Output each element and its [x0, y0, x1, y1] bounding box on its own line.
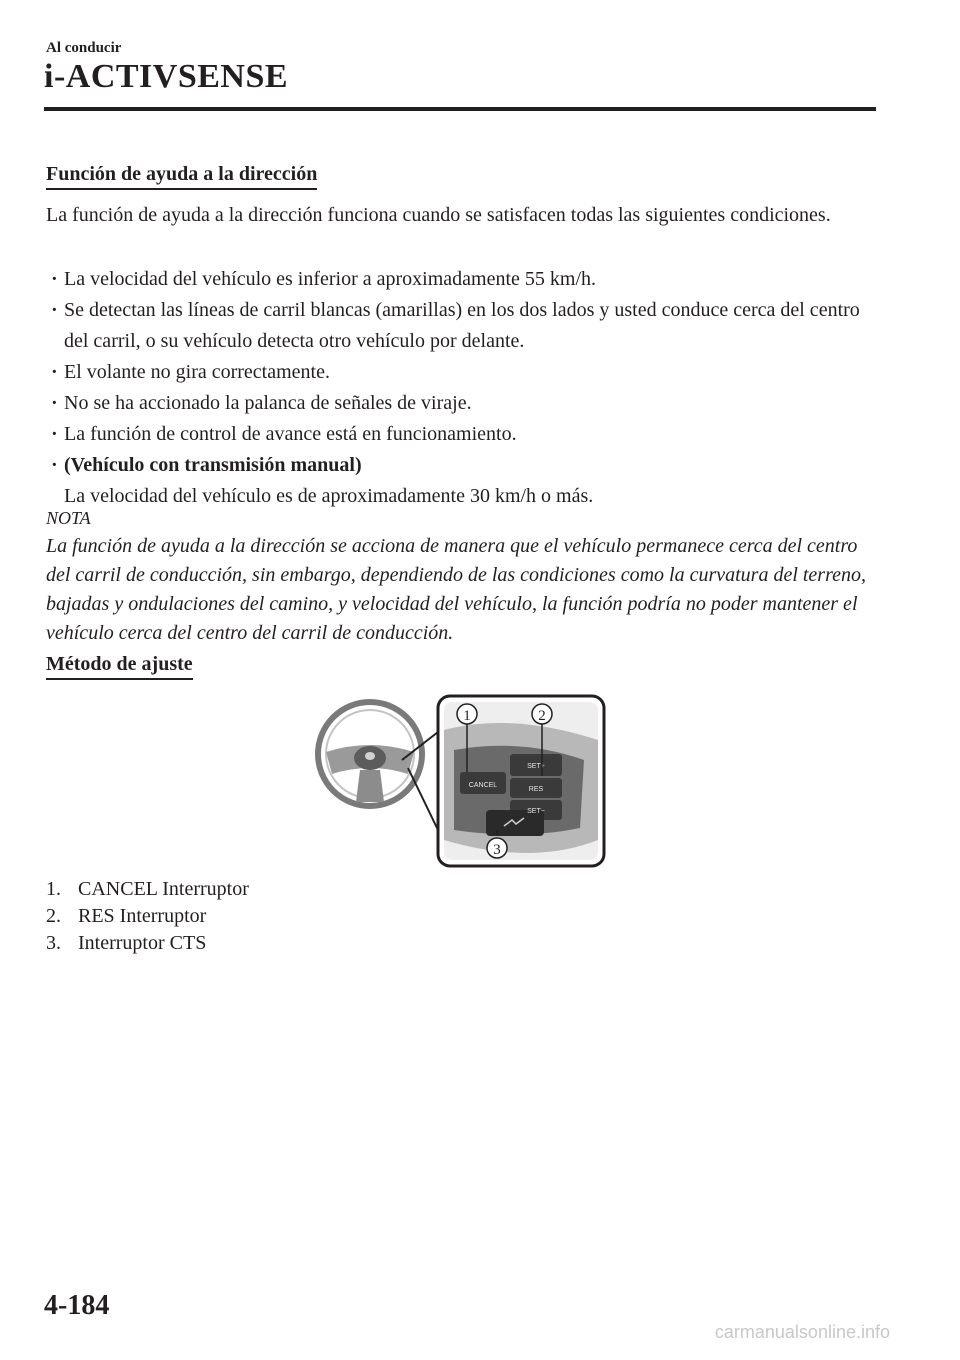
callout-2 — [532, 704, 552, 724]
callout-1 — [457, 704, 477, 724]
svg-text:1: 1 — [463, 708, 471, 724]
set-minus-button-label: SET− — [527, 808, 545, 815]
header-divider — [44, 107, 876, 111]
set-plus-button-label: SET+ — [527, 763, 545, 770]
note-text: La función de ayuda a la dirección se acciona de manera que el vehículo permanece cerca del centro del carril de conducción, sin embargo, dependiendo de las condiciones como la curvatura del terreno, bajadas y ondulaciones del camino, y velocidad del vehículo, la función podría no poder mantener el vehículo cerca del centro del carril de conducción. — [46, 535, 867, 644]
legend-item: 1. CANCEL Interruptor — [46, 878, 249, 900]
figure-legend — [46, 876, 249, 957]
legend-item: 2. RES Interruptor — [46, 905, 207, 927]
section-label: Al conducir — [46, 40, 122, 56]
res-button-label: RES — [528, 786, 544, 793]
svg-text:2: 2 — [538, 708, 546, 724]
condition-item: · Se detectan las líneas de carril blancas (amarillas) en los dos lados y usted conduce cerca del centro del carril, o su vehículo detecta otro vehículo por delante. — [51, 299, 860, 352]
legend-item: 3. Interruptor CTS — [46, 932, 207, 954]
steering-wheel-icon — [318, 702, 422, 806]
callout-3 — [487, 838, 507, 858]
page-number: 4-184 — [44, 1290, 110, 1321]
condition-item: · No se ha accionado la palanca de señales de viraje. — [51, 392, 472, 414]
manual-transmission-label: (Vehículo con transmisión manual) — [64, 454, 362, 476]
cancel-button-label: CANCEL — [468, 782, 498, 789]
condition-item-manual: · (Vehículo con transmisión manual) La velocidad del vehículo es de aproximadamente 30 km/h o más. — [51, 454, 594, 507]
condition-item: · La velocidad del vehículo es inferior a aproximadamente 55 km/h. — [51, 268, 597, 290]
setting-method-heading: Método de ajuste — [46, 652, 193, 680]
condition-item: · La función de control de avance está en funcionamiento. — [51, 423, 517, 445]
note-label: NOTA — [46, 508, 91, 528]
chapter-title: i-ACTIVSENSE — [44, 58, 289, 95]
watermark: carmanualsonline.info — [714, 1322, 890, 1342]
conditions-list — [46, 264, 886, 512]
steering-wheel-switch-illustration — [312, 690, 608, 870]
steering-assist-intro: La función de ayuda a la dirección funciona cuando se satisfacen todas las siguientes condiciones. — [46, 204, 831, 226]
svg-text:3: 3 — [493, 842, 501, 858]
condition-item: · El volante no gira correctamente. — [51, 361, 330, 383]
manual-transmission-text: La velocidad del vehículo es de aproximadamente 30 km/h o más. — [64, 485, 594, 507]
steering-assist-heading: Función de ayuda a la dirección — [46, 162, 317, 190]
